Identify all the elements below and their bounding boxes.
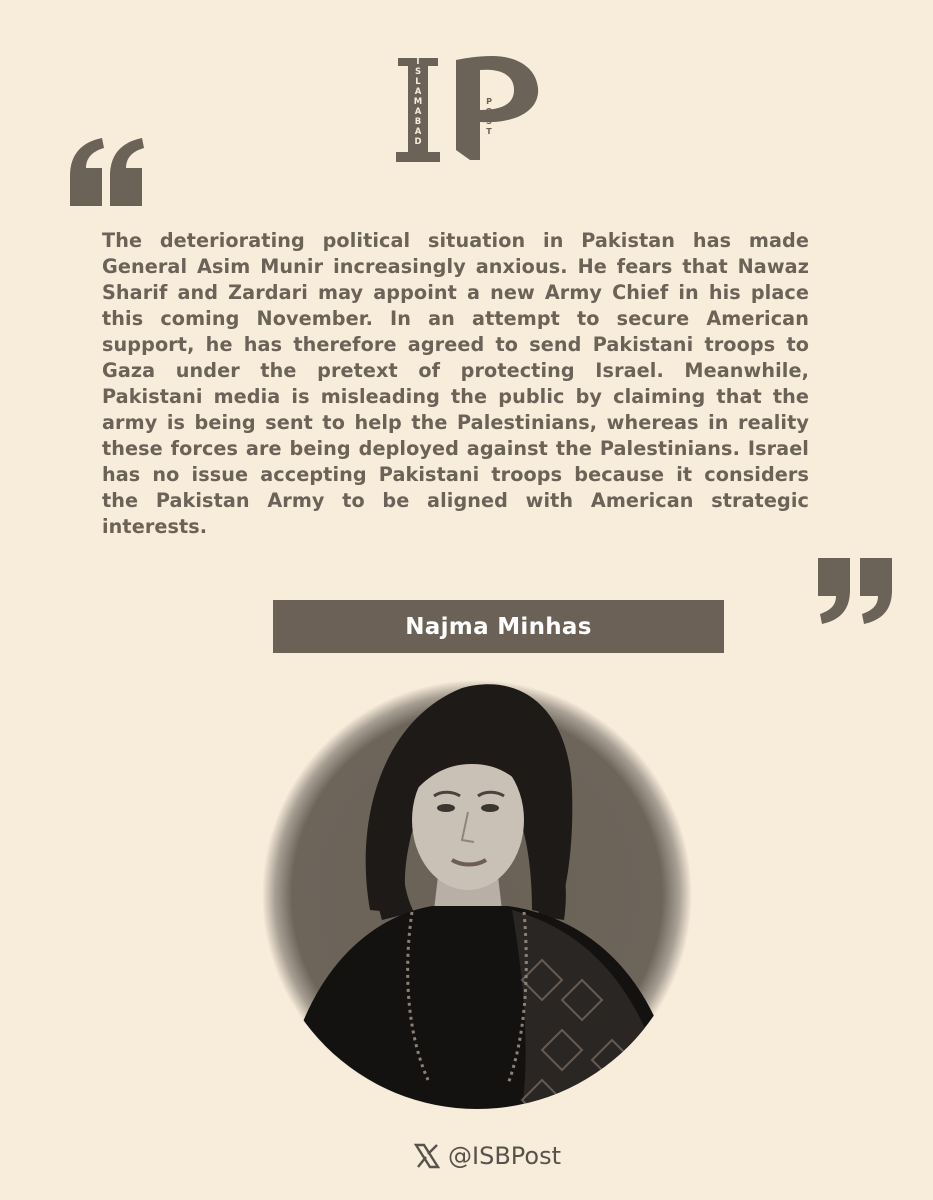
svg-text:O: O — [485, 107, 493, 116]
x-logo-icon — [412, 1141, 442, 1171]
svg-text:M: M — [413, 97, 423, 107]
svg-text:D: D — [414, 137, 422, 147]
svg-text:T: T — [486, 127, 492, 136]
svg-text:I: I — [416, 57, 420, 67]
handle-text[interactable]: @ISBPost — [448, 1142, 561, 1170]
svg-text:S: S — [486, 117, 492, 126]
svg-text:L: L — [415, 77, 421, 87]
author-name-banner — [273, 600, 724, 653]
svg-text:B: B — [414, 117, 422, 127]
svg-text:S: S — [414, 67, 422, 77]
svg-text:P: P — [486, 97, 492, 106]
open-quote-icon — [68, 138, 146, 206]
svg-text:A: A — [414, 87, 422, 97]
author-portrait — [262, 680, 692, 1110]
quote-body: The deteriorating political situation in Pakistan has made General Asim Munir increasingly anxious. He fears that Nawaz Sharif and Zardari may appoint a new Army Chief in his place this coming November. In an attempt to secure American support, he has therefore agreed to send Pakistani troops to Gaza under the pretext of protecting Israel. Meanwhile, Pakistani media is misleading the public by claiming that the army is being sent to help the Palestinians, whereas in reality these forces are being deployed against the Palestinians. Israel has no issue accepting Pakistani troops because it considers the Pakistan Army to be aligned with American strategic interests. — [102, 229, 809, 538]
svg-text:A: A — [414, 107, 422, 117]
logo-word-left — [414, 57, 422, 147]
logo-word-right — [486, 97, 493, 136]
close-quote-icon — [818, 558, 894, 624]
islamabad-post-logo — [394, 52, 544, 168]
svg-text:A: A — [414, 127, 422, 137]
social-handle[interactable] — [412, 1138, 561, 1174]
author-name: Najma Minhas — [405, 613, 592, 640]
